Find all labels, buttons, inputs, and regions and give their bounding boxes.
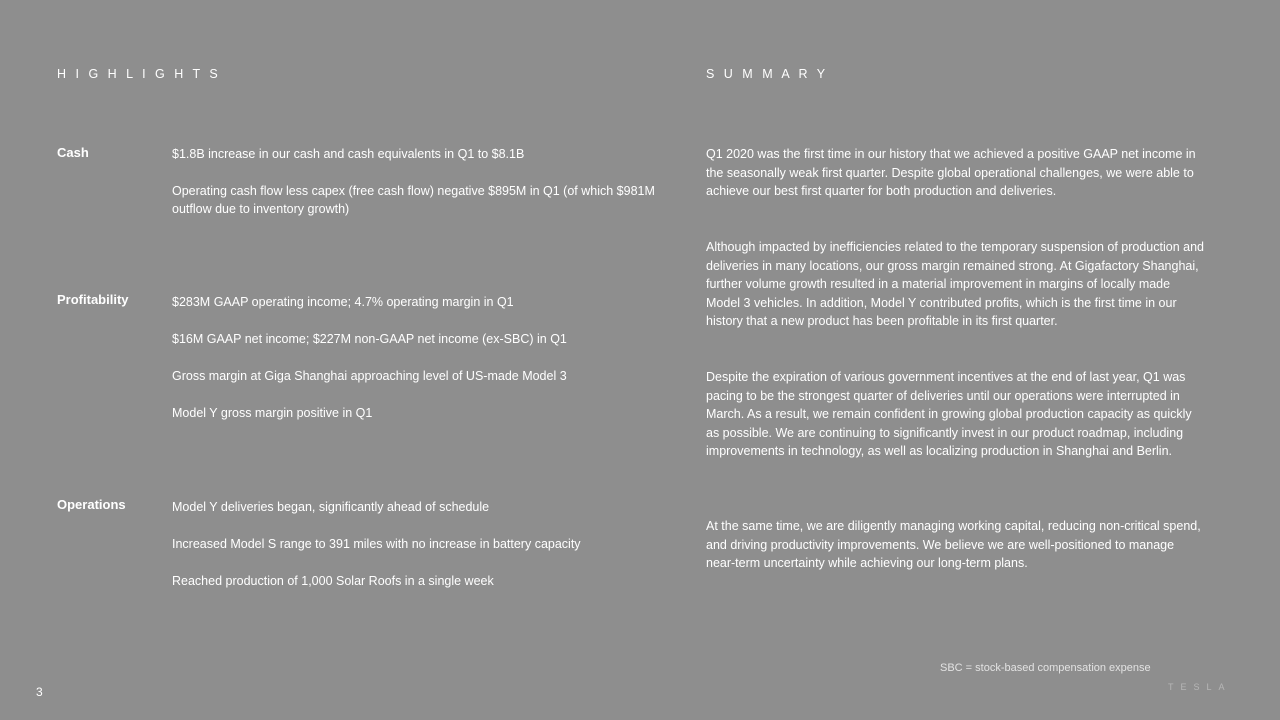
profitability-item: Gross margin at Giga Shanghai approaching level of US-made Model 3 xyxy=(172,369,567,383)
profitability-item: $283M GAAP operating income; 4.7% operating margin in Q1 xyxy=(172,295,514,309)
summary-heading: S U M M A R Y xyxy=(706,67,829,81)
operations-label: Operations xyxy=(57,497,126,512)
tesla-logo: TESLA xyxy=(1168,682,1232,692)
page-number: 3 xyxy=(36,685,43,699)
operations-item: Reached production of 1,000 Solar Roofs in a single week xyxy=(172,574,494,588)
footnote: SBC = stock-based compensation expense xyxy=(940,662,1151,674)
summary-paragraph: Despite the expiration of various government incentives at the end of last year, Q1 was pacing to be the strongest quarter of deliveries until our operations were interrupted in March. As a result, we remain confident in growing global production capacity as quickly as possible. We are continuing to significantly invest in our product roadmap, including improvements in technology, as well as localizing production in Shanghai and Berlin. xyxy=(706,370,1192,458)
profitability-label: Profitability xyxy=(57,292,129,307)
summary-paragraph: Although impacted by inefficiencies related to the temporary suspension of production and deliveries in many locations, our gross margin remained strong. At Gigafactory Shanghai, further volume growth resulted in a material improvement in margins of locally made Model 3 vehicles. In addition, Model Y contributed profits, which is the first time in our history that a new product has been profitable in its first quarter. xyxy=(706,240,1204,328)
operations-item: Model Y deliveries began, significantly ahead of schedule xyxy=(172,500,490,514)
cash-item: $1.8B increase in our cash and cash equivalents in Q1 to $8.1B xyxy=(172,147,525,161)
operations-item: Increased Model S range to 391 miles with no increase in battery capacity xyxy=(172,537,581,551)
cash-item: Operating cash flow less capex (free cash flow) negative $895M in Q1 (of which $981M outflow due to inventory growth) xyxy=(172,184,655,216)
highlights-heading: H I G H L I G H T S xyxy=(57,67,221,81)
profitability-item: Model Y gross margin positive in Q1 xyxy=(172,406,373,420)
summary-paragraph: Q1 2020 was the first time in our history that we achieved a positive GAAP net income in the seasonally weak first quarter. Despite global operational challenges, we were able to achieve our best first quarter for both production and deliveries. xyxy=(706,147,1196,198)
summary-paragraph: At the same time, we are diligently managing working capital, reducing non-critical spend, and driving productivity improvements. We believe we are well-positioned to manage near-term uncertainty while achieving our long-term plans. xyxy=(706,519,1201,570)
profitability-item: $16M GAAP net income; $227M non-GAAP net income (ex-SBC) in Q1 xyxy=(172,332,567,346)
cash-label: Cash xyxy=(57,145,89,160)
